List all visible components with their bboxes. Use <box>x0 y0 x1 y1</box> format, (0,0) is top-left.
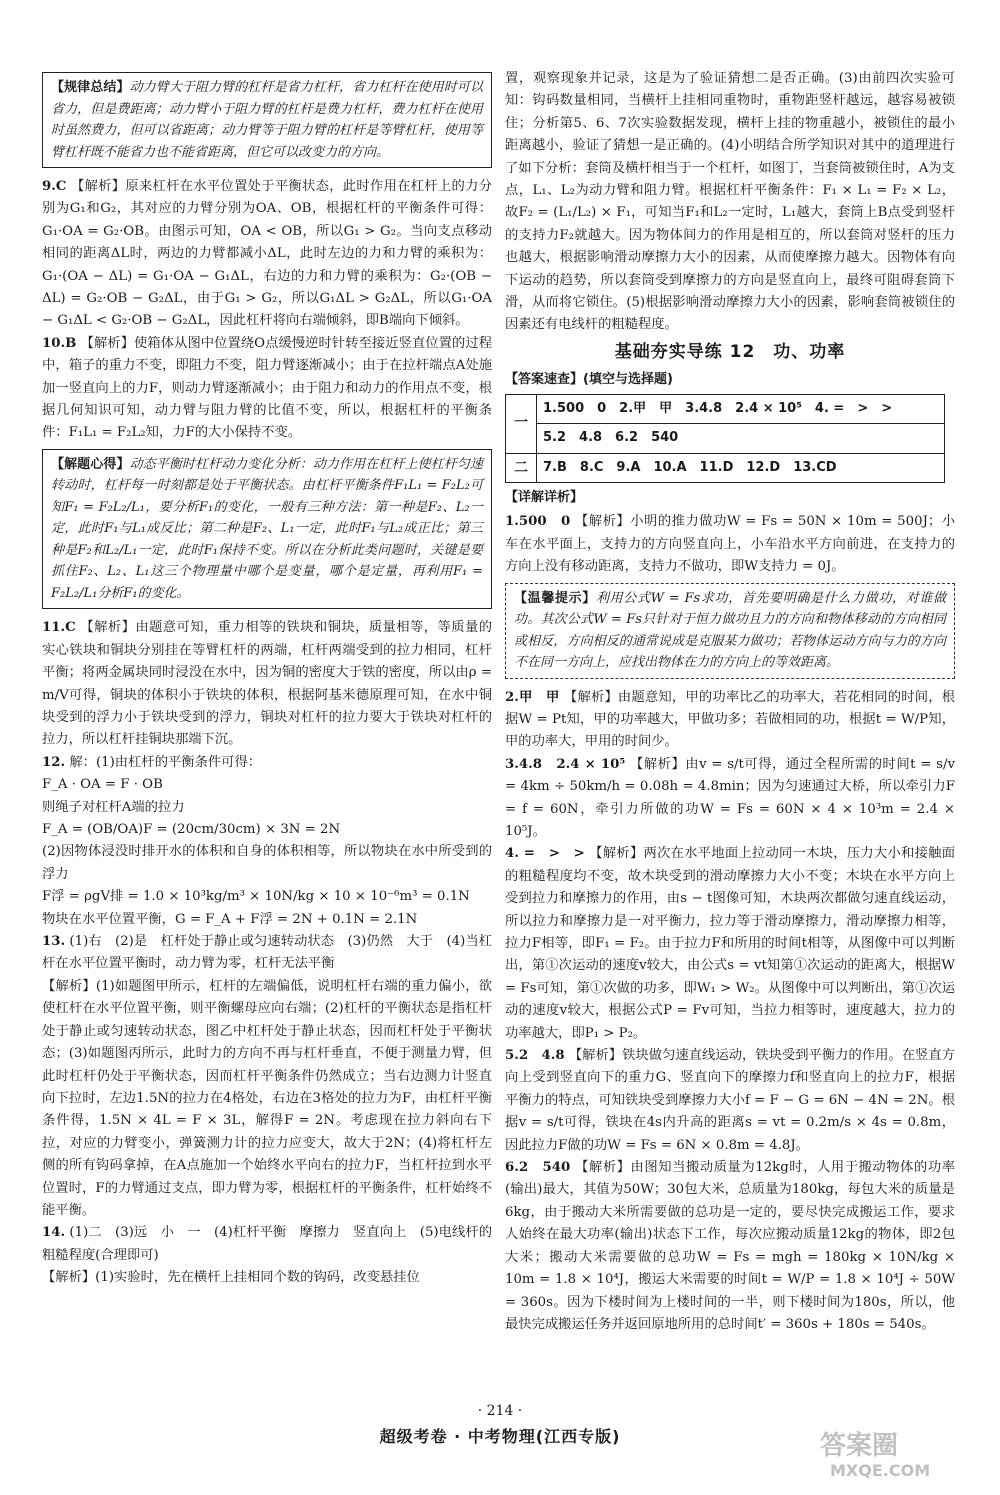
detail-answer-3-num: 3.4.8 2.4 × 10⁵ <box>505 756 626 772</box>
answer-11-text: 【解析】由题意可知，重力相等的铁块和铜块，质量相等，等质量的实心铁块和铜块分别挂在等臂杠杆的两端，杠杆两端受到的拉力相同，杠杆平衡；将两金属块同时浸没在水中，因为铜的密度大于铁的密度，所以由ρ = m/V可得，铜块的体积小于铁块的体积，根据阿基米德原理可知，在水中铜块受到的浮力小于铁块受到的浮力，铜块对杠杆的拉力要大于铁块对杠杆的拉力，所以杠杆挂铜块那端下沉。 <box>42 620 492 748</box>
answer-12-line: 解：(1)由杠杆的平衡条件可得： <box>69 754 262 770</box>
quick-answer-table <box>505 394 945 483</box>
detail-answer-1-num: 1.500 0 <box>505 514 571 530</box>
table-row-num: 二 <box>506 453 537 482</box>
detail-answer-3-text: 【解析】由v = s/t可得，通过全程所需的时间t = s/v = 4km ÷ 50km/h = 0.08h = 4.8min；因为匀速通过大桥，所以牵引力F = f = 60N，牵引力所做的功W = Fs = 60N × 4 × 10³m = 2.4 × 10⁵J。 <box>505 756 955 839</box>
answer-13 <box>42 931 492 976</box>
answer-10-num: 10.B <box>42 335 77 351</box>
table-row <box>506 424 945 453</box>
warm-tip-text: 利用公式W = Fs求功，首先要明确是什么力做功，对谁做功。其次公式W = Fs只针对于恒力做功且力的方向和物体移动的方向相同或相反，方向相反的通常说成是克服某力做功；若物体运动方向与力的方向不在同一方向上，应找出物体在力的方向上的等效距离。 <box>514 590 946 671</box>
answer-10 <box>42 333 492 445</box>
detail-answer-2 <box>505 687 955 754</box>
answer-12-line: F_A · OA = F · OB <box>42 777 163 793</box>
detail-answer-5-text: 【解析】铁块做匀速直线运动，铁块受到平衡力的作用。在竖直方向上受到竖直向下的重力G、竖直向下的摩擦力f和竖直向上的拉力F，根据平衡力的特点，可知铁块受到摩擦力大小f = F − G = 6N − 4N = 2N。根据v = s/t可得，铁块在4s内升高的距离s = vt = 0.2m/s × 4s = 0.8m，因此拉力F做的功W = Fs = 6N × 0.8m = 4.8J。 <box>505 1048 955 1153</box>
answer-12-num: 12. <box>42 754 66 770</box>
left-column <box>42 68 492 1290</box>
right-column <box>505 68 955 1336</box>
rule-summary-text: 动力臂大于阻力臂的杠杆是省力杠杆，省力杠杆在使用时可以省力，但是费距离；动力臂小于阻力臂的杠杆是费力杠杆，费力杠杆在使用时虽然费力，但可以省距离；动力臂等于阻力臂的杠杆是等臂杠杆，使用等臂杠杆既不能省力也不能省距离，但它可以改变力的方向。 <box>51 80 483 160</box>
detail-answer-6 <box>505 1157 955 1336</box>
watermark-logo: 答案圈 <box>820 1431 899 1461</box>
detail-answer-4-num: 4. = > > <box>505 846 585 862</box>
answer-10-text: 【解析】使箱体从图中位置绕O点缓慢逆时针转至接近竖直位置的过程中，箱子的重力不变，即阻力不变，阻力臂逐渐减小；由于在拉杆端点A处施加一竖直向上的力F，则动力臂逐渐减小；由于阻力和动力的作用点不变，根据几何知识可知，动力臂与阻力臂的比值不变，所以，根据杠杆的平衡条件：F₁L₁ = F₂L₂知，力F的大小保持不变。 <box>42 335 492 441</box>
answer-9-text: 【解析】原来杠杆在水平位置处于平衡状态，此时作用在杠杆上的力分别为G₁和G₂，其对应的力臂分别为OA、OB，根据杠杆的平衡条件可得：G₁·OA = G₂·OB。由图示可知，OA < OB，所以G₁ > G₂。当向支点移动相同的距离ΔL时，两边的力臂都减小ΔL，此时左边的力和力臂的乘积为：G₁·(OA − ΔL) = G₁·OA − G₁ΔL，右边的力和力臂的乘积为：G₂·(OB − ΔL) = G₂·OB − G₂ΔL，由于G₁ > G₂，所以G₁ΔL > G₂ΔL，所以G₁·OA − G₁ΔL < G₂·OB − G₂ΔL，因此杠杆将向右端倾斜，即B端向下倾斜。 <box>42 179 493 329</box>
answer-12 <box>42 752 492 774</box>
book-title: 超级考卷 · 中考物理(江西专版) <box>379 1427 621 1446</box>
section-title: 基础夯实导练 12 功、功率 <box>614 341 846 362</box>
answer-12-line: F浮 = ρgV排 = 1.0 × 10³kg/m³ × 10N/kg × 10 × 10⁻⁶m³ = 0.1N <box>42 889 470 905</box>
answer-13-explanation: 【解析】(1)如题图甲所示，杠杆的左端偏低，说明杠杆右端的重力偏小，欲使杠杆在水平位置平衡，则平衡螺母应向右端；(2)杠杆的平衡状态是指杠杆处于静止或匀速转动状态，图乙中杠杆处于静止状态，因而杠杆处于平衡状态；(3)如题图丙所示，此时力的方向不再与杠杆垂直，不便于测量力臂，但此时杠杆仍处于平衡状态，因而杠杆平衡条件仍然成立；当右边测力计竖直向下拉时，左边1.5N的拉力在4格处，右边在3格处的拉力为F，由杠杆平衡条件得，1.5N × 4L = F × 3L，解得F = 2N。考虑现在拉力斜向右下拉，对应的力臂变小，弹簧测力计的拉力应变大，故大于2N；(4)将杠杆左侧的所有钩码拿掉，在A点施加一个始终水平向右的拉力F，当杠杆拉到水平位置时，F的力臂通过支点，即力臂为零，根据杠杆的平衡条件，杠杆始终不能平衡。 <box>42 978 492 1218</box>
answer-14-num: 14. <box>42 1225 66 1241</box>
solving-tip-text: 动态平衡时杠杆动力变化分析：动力作用在杠杆上使杠杆匀速转动时，杠杆每一时刻都是处于平衡状态。由杠杆平衡条件F₁L₁ = F₂L₂可知F₁ = F₂L₂/L₁，要分析F₁的变化，一般有三种方法：第一种是F₂、L₂一定，此时F₁与L₁成反比；第二种是F₂、L₁一定，此时F₁与L₂成正比；第三种是F₂和L₂/L₁一定，此时F₁保持不变。所以在分析此类问题时，关键是要抓住F₂、L₂、L₁这三个物理量中哪个是变量，哪个是定量，再利用F₁ = F₂L₂/L₁分析F₁的变化。 <box>51 456 483 601</box>
answer-9-num: 9.C <box>42 179 67 194</box>
answer-14-continuation: 置，观察现象并记录，这是为了验证猜想二是否正确。(3)由前四次实验可知：钩码数量相同，当横杆上挂相同重物时，重物距竖杆越远，越容易被锁住；分析第5、6、7次实验数据发现，横杆上挂的物重越小，被锁住的最小距离越小，验证了猜想一是正确的。(4)小明结合所学知识对其中的道理进行了如下分析：套筒及横杆相当于一个杠杆，如图丁，当套筒被锁住时，A为支点，L₁、L₂为动力臂和阻力臂。根据杠杆平衡条件：F₁ × L₁ = F₂ × L₂，故F₂ = (L₁/L₂) × F₁，可知当F₁和L₂一定时，L₁越大，套筒上B点受到竖杆的支持力F₂就越大。因为物体间力的作用是相互的，所以套筒对竖杆的压力也越大，根据影响滑动摩擦力大小的因素，从而使摩擦力越大。因物体有向下运动的趋势，所以套筒受到摩擦力的方向是竖直向上，最终可阻碍套筒下滑，从而将它锁住。(5)根据影响滑动摩擦力大小的因素，影响套筒被锁住的因素还有电线杆的粗糙程度。 <box>505 71 955 333</box>
warm-tip-box <box>505 583 955 679</box>
answer-14-explanation: 【解析】(1)实验时，先在横杆上挂相同个数的钩码，改变悬挂位 <box>42 1270 420 1286</box>
answer-12-line: (2)因物体浸没时排开水的体积和自身的体积相等，所以物块在水中所受到的浮力 <box>42 844 492 882</box>
answer-13-num: 13. <box>42 934 66 950</box>
detail-answer-5-num: 5.2 4.8 <box>505 1048 565 1064</box>
detail-answer-3 <box>505 754 955 844</box>
answer-9 <box>42 176 492 333</box>
answer-12-line: 物块在水平位置平衡，G = F_A + F浮 = 2N + 0.1N = 2.1N <box>42 911 418 927</box>
quick-answer-label: 【答案速查】(填空与选择题) <box>505 372 673 388</box>
answer-14 <box>42 1222 492 1267</box>
detail-answer-4 <box>505 843 955 1045</box>
table-cell: 1.500 0 2.甲 甲 3.4.8 2.4 × 10⁵ 4. = > > <box>537 394 945 423</box>
detail-label: 【详解详析】 <box>505 489 584 505</box>
page-number: · 214 · <box>477 1403 523 1419</box>
rule-summary-box <box>42 72 492 168</box>
detail-answer-4-text: 【解析】两次在水平地面上拉动同一木块，压力大小和接触面的粗糙程度均不变，故木块受到的滑动摩擦力大小不变；木块在水平方向上受到拉力和摩擦力的作用，由s − t图像可知，木块两次都做匀速直线运动，所以拉力和摩擦力是一对平衡力，拉力等于滑动摩擦力，滑动摩擦力相等，拉力F相等，即F₁ = F₂。由于拉力F和所用的时间t相等，从图像中可以判断出，第①次运动的速度v较大，由公式s = vt知第①次运动的距离大，根据W = Fs可知，第①次做的功多，即W₁ > W₂。从图像中可以判断出，第①次运动的速度v较大，根据公式P = Fv可知，当拉力相等时，速度越大，拉力的功率越大，即P₁ > P₂。 <box>505 846 955 1041</box>
table-cell: 5.2 4.8 6.2 540 <box>537 424 945 453</box>
rule-summary-tag: 【规律总结】 <box>51 80 130 95</box>
solving-tip-tag: 【解题心得】 <box>51 456 130 472</box>
answer-11-num: 11.C <box>42 620 76 636</box>
answer-13-answer: (1)右 (2)是 杠杆处于静止或匀速转动状态 (3)仍然 大于 (4)当杠杆在水平位置平衡时，动力臂为零，杠杆无法平衡 <box>42 934 492 972</box>
answer-14-answer: (1)二 (3)远 小 一 (4)杠杆平衡 摩擦力 竖直向上 (5)电线杆的粗糙程度(合理即可) <box>42 1225 492 1263</box>
detail-answer-2-text: 【解析】由题意知，甲的功率比乙的功率大，若花相同的时间，根据W = Pt知，甲的功率越大，甲做功多；若做相同的功，根据t = W/P知，甲的功率大，甲用的时间少。 <box>505 689 955 750</box>
detail-answer-1-text: 【解析】小明的推力做功W = Fs = 50N × 10m = 500J；小车在水平面上，支持力的方向竖直向上，小车沿水平方向前进，在支持力的方向上没有移动距离，支持力不做功，即W支持力 = 0J。 <box>505 514 956 575</box>
detail-answer-5 <box>505 1045 955 1157</box>
table-cell: 7.B 8.C 9.A 10.A 11.D 12.D 13.CD <box>537 453 945 482</box>
table-row-num: 一 <box>506 394 537 453</box>
answer-12-line: F_A = (OB/OA)F = (20cm/30cm) × 3N = 2N <box>42 822 341 838</box>
answer-12-line: 则绳子对杠杆A端的拉力 <box>42 799 185 815</box>
detail-answer-6-text: 【解析】由图知当搬动质量为12kg时，人用于搬动物体的功率(输出)最大，其值为50W；30包大米，总质量为180kg，每包大米的质量是6kg，由于搬动大米所需要做的总功是一定的，要尽快完成搬运工作，要求人始终在最大功率(输出)状态下工作，每次应搬动质量12kg的物体，即2包大米；搬动大米需要做的总功W = Fs = mgh = 180kg × 10N/kg × 10m = 1.8 × 10⁴J，搬运大米需要的时间t = W/P = 1.8 × 10⁴J ÷ 50W = 360s。因为下楼时间为上楼时间的一半，则下楼时间为180s，所以，他最快完成搬运任务并返回原地所用的总时间t′ = 360s + 180s = 540s。 <box>505 1160 955 1332</box>
detail-answer-1 <box>505 511 955 578</box>
answer-11 <box>42 617 492 751</box>
detail-answer-6-num: 6.2 540 <box>505 1160 571 1176</box>
warm-tip-tag: 【温馨提示】 <box>514 590 596 606</box>
watermark-url: MXQE.COM <box>830 1461 931 1480</box>
solving-tip-box <box>42 449 492 610</box>
detail-answer-2-num: 2.甲 甲 <box>505 689 560 705</box>
table-row <box>506 453 945 482</box>
table-row <box>506 394 945 423</box>
